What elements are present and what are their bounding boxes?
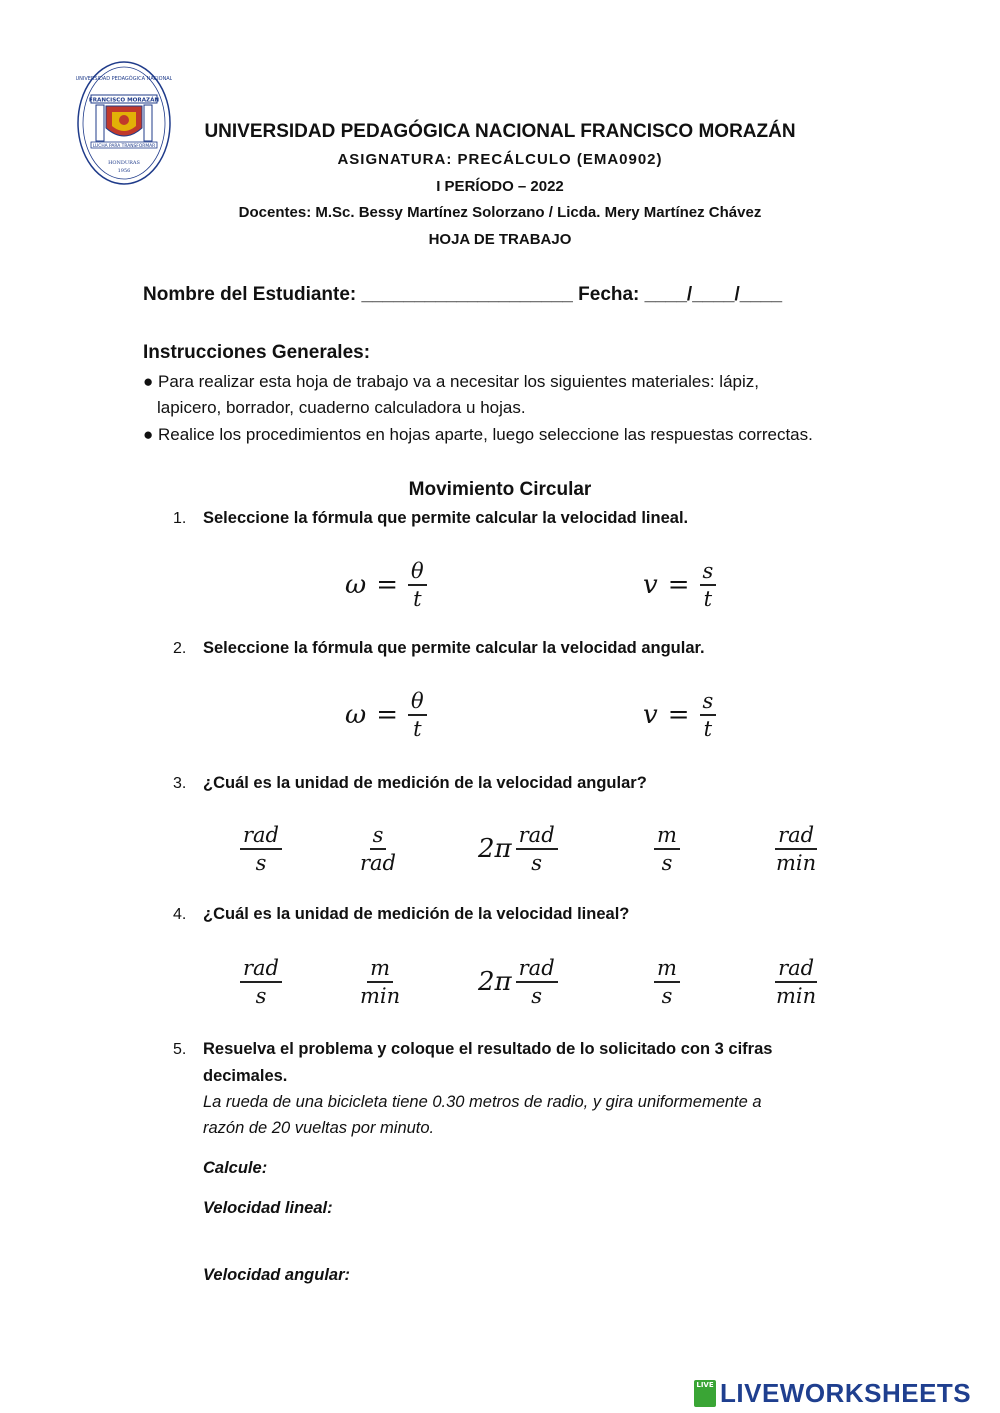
- option-unit-rad-s[interactable]: $\frac{\text{rad}}{s}$: [240, 822, 282, 877]
- svg-text:FRANCISCO MORAZÁN: FRANCISCO MORAZÁN: [88, 97, 160, 104]
- option-unit-rad-min[interactable]: $\frac{\text{rad}}{\min}$: [776, 956, 817, 1009]
- problem-text: La rueda de una bicicleta tiene 0.30 metros de radio, y gira uniformemente a: [203, 1093, 762, 1111]
- svg-text:HONDURAS: HONDURAS: [108, 160, 140, 166]
- option-unit-m-s[interactable]: $\frac{m}{s}$: [654, 955, 680, 1010]
- svg-text:1956: 1956: [117, 168, 131, 174]
- question-text: Resuelva el problema y coloque el resultado de lo solicitado con 3 cifras: [203, 1040, 773, 1058]
- option-unit-rad-min[interactable]: $\frac{\text{rad}}{\min}$: [776, 823, 817, 876]
- liveworksheets-watermark: LIVE LIVEWORKSHEETS: [694, 1378, 971, 1409]
- question-number: 3.: [173, 775, 187, 792]
- option-formula-omega[interactable]: ω = $\frac{\theta}{t}$: [345, 688, 427, 743]
- linear-velocity-answer-field[interactable]: [360, 1194, 660, 1222]
- calculate-label: Calcule:: [203, 1159, 268, 1177]
- period-line: I PERÍODO – 2022: [436, 178, 564, 195]
- student-name-date-line[interactable]: Nombre del Estudiante: ____________________ Fecha: ____/____/____: [143, 284, 783, 305]
- problem-text-cont: razón de 20 vueltas por minuto.: [203, 1119, 435, 1137]
- instruction-bullet-1-cont: lapicero, borrador, cuaderno calculadora u hojas.: [157, 398, 526, 417]
- option-formula-omega[interactable]: ω = $\frac{\theta}{t}$: [345, 558, 427, 613]
- option-formula-v[interactable]: v = $\frac{s}{t}$: [643, 688, 716, 743]
- angular-velocity-label: Velocidad angular:: [203, 1266, 351, 1284]
- linear-velocity-label: Velocidad lineal:: [203, 1199, 333, 1217]
- option-formula-v[interactable]: v = $\frac{s}{t}$: [643, 558, 716, 613]
- teachers-line: Docentes: M.Sc. Bessy Martínez Solorzano / Licda. Mery Martínez Chávez: [238, 204, 762, 221]
- svg-text:UNIVERSIDAD PEDAGÓGICA NACIONA: UNIVERSIDAD PEDAGÓGICA NACIONAL: [76, 76, 172, 82]
- instructions-title: Instrucciones Generales:: [143, 342, 371, 363]
- option-unit-m-s[interactable]: $\frac{m}{s}$: [654, 822, 680, 877]
- option-unit-2pi-rad-s[interactable]: 2π $\frac{\text{rad}}{s}$: [478, 955, 558, 1010]
- option-unit-2pi-rad-s[interactable]: 2π $\frac{\text{rad}}{s}$: [478, 822, 558, 877]
- sheet-title: HOJA DE TRABAJO: [428, 231, 572, 248]
- question-number: 4.: [173, 906, 187, 923]
- option-unit-s-rad[interactable]: $\frac{s}{\text{rad}}$: [360, 823, 397, 876]
- question-number: 1.: [173, 510, 187, 527]
- question-text-cont: decimales.: [203, 1067, 288, 1085]
- angular-velocity-answer-field[interactable]: [370, 1261, 670, 1289]
- question-number: 2.: [173, 640, 187, 657]
- liveworksheets-badge-icon: LIVE: [694, 1380, 716, 1407]
- question-text: ¿Cuál es la unidad de medición de la velocidad angular?: [203, 774, 647, 792]
- option-unit-m-min[interactable]: $\frac{m}{\min}$: [360, 956, 401, 1009]
- question-text: ¿Cuál es la unidad de medición de la velocidad lineal?: [203, 905, 630, 923]
- question-text: Seleccione la fórmula que permite calcular la velocidad lineal.: [203, 509, 689, 527]
- instruction-bullet-2: ● Realice los procedimientos en hojas aparte, luego seleccione las respuestas correctas.: [143, 425, 813, 444]
- university-name: UNIVERSIDAD PEDAGÓGICA NACIONAL FRANCISCO MORAZÁN: [204, 121, 796, 142]
- subject-line: ASIGNATURA: PRECÁLCULO (EMA0902): [337, 151, 663, 168]
- svg-text:LUCHA PARA TRANSFORMAR: LUCHA PARA TRANSFORMAR: [92, 143, 156, 149]
- section-title: Movimiento Circular: [408, 479, 592, 500]
- instruction-bullet-1: ● Para realizar esta hoja de trabajo va a necesitar los siguientes materiales: lápiz,: [143, 372, 759, 391]
- option-unit-rad-s[interactable]: $\frac{\text{rad}}{s}$: [240, 955, 282, 1010]
- question-text: Seleccione la fórmula que permite calcular la velocidad angular.: [203, 639, 705, 657]
- question-number: 5.: [173, 1041, 187, 1058]
